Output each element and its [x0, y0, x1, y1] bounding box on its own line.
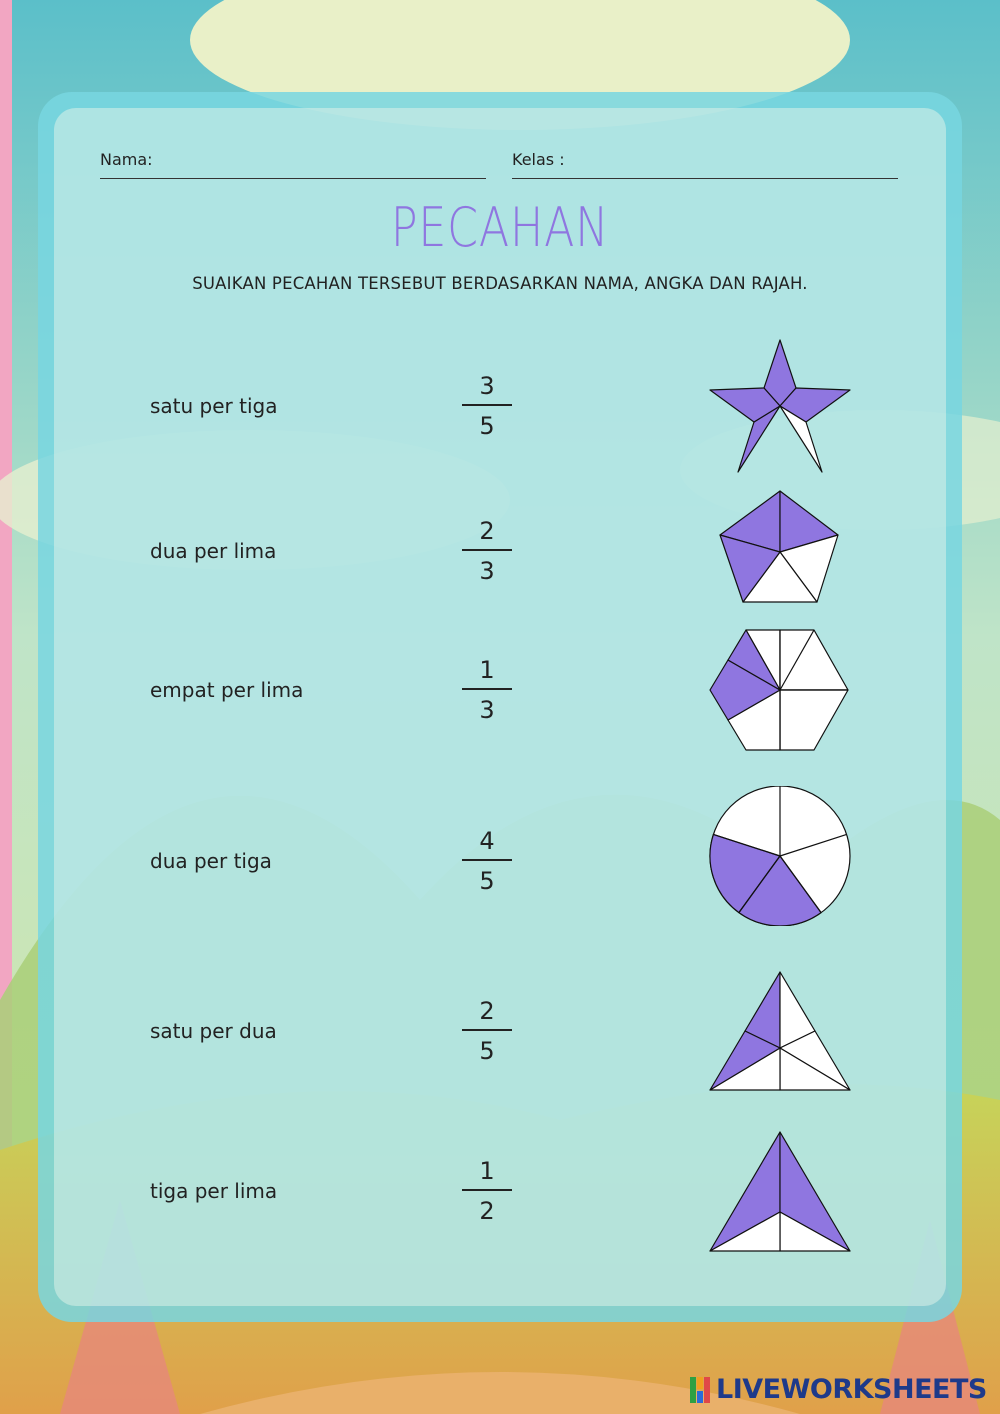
fraction-bar [462, 859, 512, 861]
hexagon-diagram[interactable] [706, 626, 854, 754]
page-title: PECAHAN [390, 196, 610, 259]
numerator: 2 [479, 997, 495, 1025]
circle-diagram[interactable] [706, 786, 854, 926]
denominator: 3 [479, 696, 495, 724]
fraction-bar [462, 688, 512, 690]
fraction-name-item[interactable]: tiga per lima [150, 1179, 278, 1203]
logo-icon [690, 1377, 710, 1403]
triangle-diagram[interactable] [706, 1128, 854, 1256]
class-input-line[interactable] [512, 178, 898, 179]
fraction-number-item[interactable] [462, 825, 512, 897]
name-label: Nama: [100, 150, 153, 169]
fraction-number-item[interactable] [462, 654, 512, 726]
fraction-number-item[interactable] [462, 515, 512, 587]
denominator: 2 [479, 1197, 495, 1225]
pentagon-diagram[interactable] [716, 488, 842, 606]
liveworksheets-logo [690, 1374, 987, 1405]
fraction-name-item[interactable]: dua per lima [150, 539, 277, 563]
fraction-name-item[interactable]: satu per dua [150, 1019, 277, 1043]
triangle-diagram[interactable] [706, 968, 854, 1094]
fraction-number-item[interactable] [462, 1155, 512, 1227]
fraction-bar [462, 1189, 512, 1191]
numerator: 2 [479, 517, 495, 545]
fraction-name-item[interactable]: empat per lima [150, 678, 304, 702]
instruction-text: SUAIKAN PECAHAN TERSEBUT BERDASARKAN NAMA, ANGKA DAN RAJAH. [192, 274, 808, 293]
denominator: 5 [479, 1037, 495, 1065]
numerator: 1 [479, 1157, 495, 1185]
fraction-bar [462, 1029, 512, 1031]
numerator: 3 [479, 372, 495, 400]
star-diagram[interactable] [706, 336, 854, 476]
numerator: 1 [479, 656, 495, 684]
fraction-number-item[interactable] [462, 995, 512, 1067]
fraction-name-item[interactable]: dua per tiga [150, 849, 272, 873]
fraction-bar [462, 404, 512, 406]
hexagon-part-empty [780, 630, 848, 690]
denominator: 5 [479, 412, 495, 440]
logo-text: LIVEWORKSHEETS [716, 1374, 987, 1405]
denominator: 3 [479, 557, 495, 585]
fraction-bar [462, 549, 512, 551]
numerator: 4 [479, 827, 495, 855]
denominator: 5 [479, 867, 495, 895]
name-input-line[interactable] [100, 178, 486, 179]
fraction-number-item[interactable] [462, 370, 512, 442]
hexagon-part-empty [780, 690, 848, 750]
class-label: Kelas : [512, 150, 565, 169]
fraction-name-item[interactable]: satu per tiga [150, 394, 278, 418]
